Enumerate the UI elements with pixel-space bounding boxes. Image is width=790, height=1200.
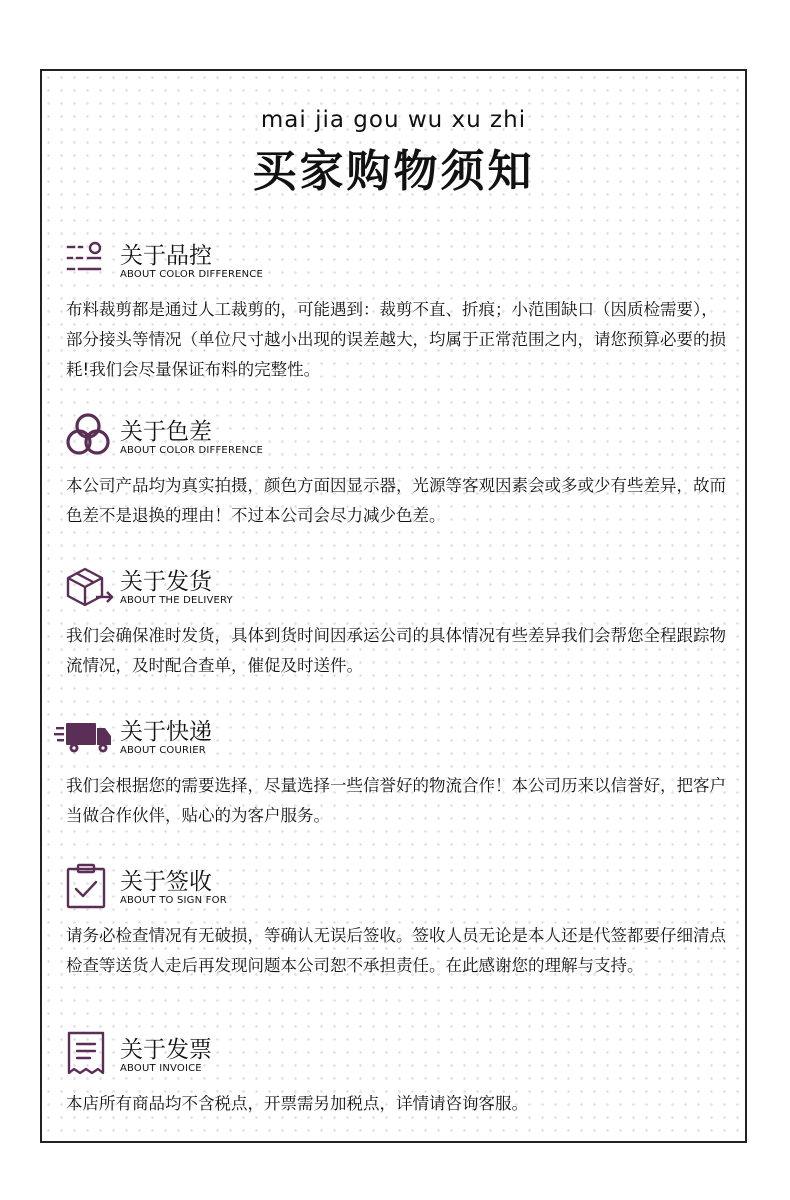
section-body: 本公司产品均为真实拍摄，颜色方面因显示器，光源等客观因素会或多或少有些差异，故而色差不是退换的理由！不过本公司会尽力减少色差。 [66, 476, 726, 525]
color-circles-icon [62, 411, 120, 459]
title-pinyin: mai jia gou wu xu zhi [260, 107, 527, 133]
quality-control-icon [62, 235, 120, 283]
section-title: 关于发货 [120, 569, 212, 595]
package-box-icon [62, 561, 120, 609]
section-subtitle: ABOUT COLOR DIFFERENCE [120, 269, 263, 280]
section-subtitle: ABOUT THE DELIVERY [120, 595, 233, 606]
delivery-truck-icon [54, 711, 112, 759]
section-body: 请务必检查情况有无破损，等确认无误后签收。签收人员无论是本人还是代签都要仔细清点检查等送货人走后再发现问题本公司恕不承担责任。在此感谢您的理解与支持。 [66, 926, 726, 975]
section-title: 关于发票 [120, 1037, 212, 1063]
clipboard-check-icon [62, 861, 120, 909]
section-body: 我们会确保准时发货，具体到货时间因承运公司的具体情况有些差异我们会帮您全程跟踪物流情况，及时配合查单，催促及时送件。 [66, 626, 726, 675]
section-body: 布料裁剪都是通过人工裁剪的，可能遇到：裁剪不直、折痕；小范围缺口（因质检需要），部分接头等情况（单位尺寸越小出现的误差越大，均属于正常范围之内，请您预算必要的损耗!我们会尽量保证布料的完整性。 [66, 300, 726, 379]
notice-frame [40, 69, 747, 1143]
section-body: 本店所有商品均不含税点，开票需另加税点，详情请咨询客服。 [66, 1094, 528, 1113]
section-subtitle: ABOUT TO SIGN FOR [120, 895, 227, 906]
section-title: 关于色差 [120, 419, 212, 445]
invoice-receipt-icon [62, 1029, 120, 1077]
section-body: 我们会根据您的需要选择，尽量选择一些信誉好的物流合作！本公司历来以信誉好，把客户当做合作伙伴，贴心的为客户服务。 [66, 776, 726, 825]
section-subtitle: ABOUT INVOICE [120, 1063, 202, 1074]
page-title: 买家购物须知 [252, 146, 535, 197]
section-title: 关于快递 [120, 719, 212, 745]
section-title: 关于品控 [120, 243, 212, 269]
section-subtitle: ABOUT COURIER [120, 745, 206, 756]
section-subtitle: ABOUT COLOR DIFFERENCE [120, 445, 263, 456]
section-title: 关于签收 [120, 869, 212, 895]
